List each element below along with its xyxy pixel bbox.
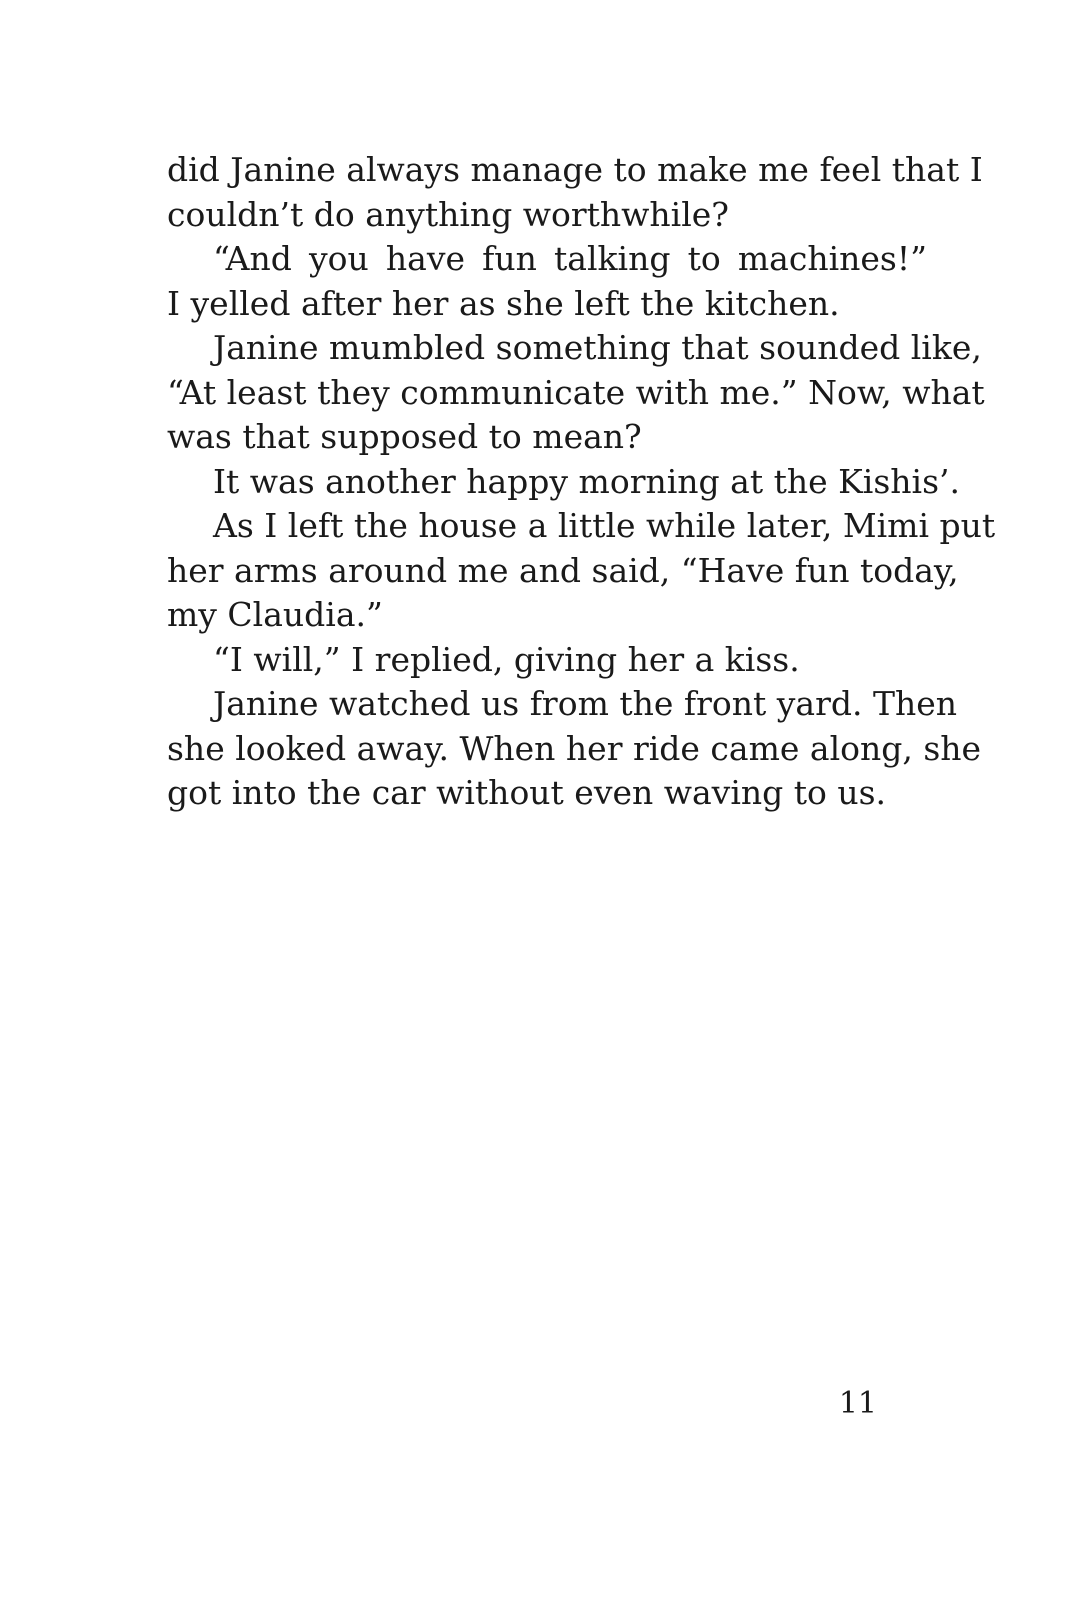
text-line: As I left the house a little while later, Mimi put xyxy=(213,506,996,545)
text-line: couldn’t do anything worthwhile? xyxy=(167,194,729,234)
text-line: Janine mumbled something that sounded like, xyxy=(213,328,982,367)
text-line: she looked away. When her ride came along, she xyxy=(167,728,982,768)
text-line: her arms around me and said, “Have fun today, xyxy=(167,550,959,590)
text-line: my Claudia.” xyxy=(167,595,383,634)
page-number: 11 xyxy=(838,1386,877,1421)
text-line: I yelled after her as she left the kitchen. xyxy=(167,283,840,323)
body-text xyxy=(167,148,996,816)
text-line: Janine watched us from the front yard. Then xyxy=(213,684,957,723)
text-line: It was another happy morning at the Kishis’. xyxy=(213,461,960,501)
text-line: “I will,” I replied, giving her a kiss. xyxy=(213,639,800,679)
text-line: got into the car without even waving to us. xyxy=(167,773,887,812)
text-line: “And you have fun talking to machines!” xyxy=(213,239,927,278)
text-line: was that supposed to mean? xyxy=(167,417,642,456)
text-line: “At least they communicate with me.” Now, what xyxy=(167,372,985,412)
text-line: did Janine always manage to make me feel that I xyxy=(167,150,983,189)
